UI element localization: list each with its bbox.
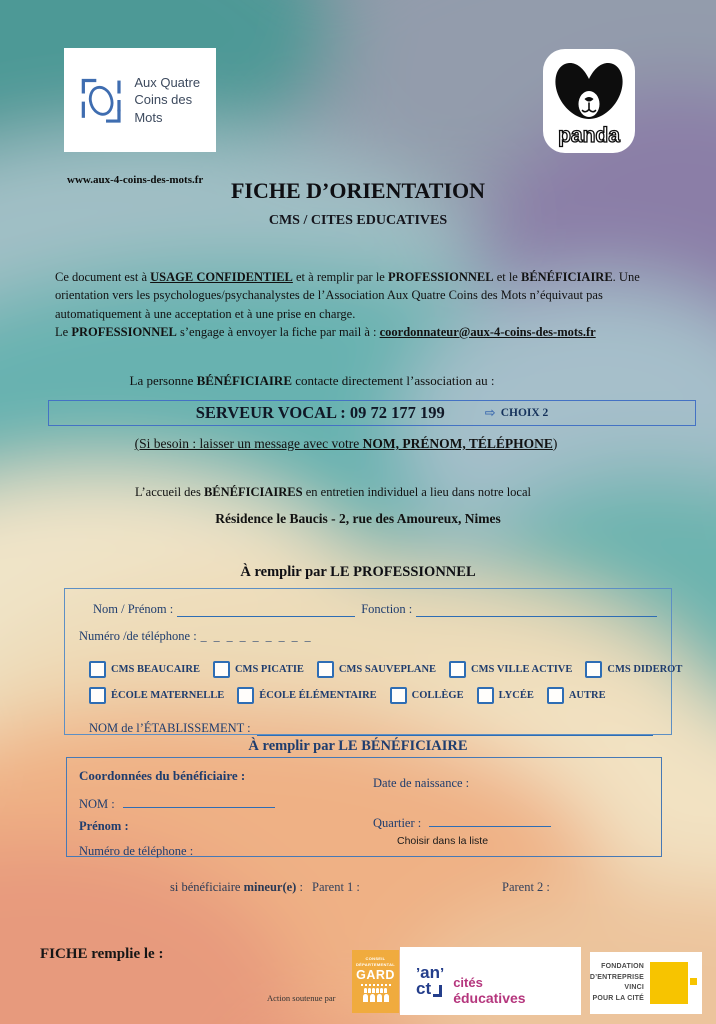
- etablissement-field[interactable]: [257, 722, 653, 736]
- quartier-field[interactable]: [429, 813, 551, 827]
- besoin-note: (Si besoin : laisser un message avec votre NOM, PRÉNOM, TÉLÉPHONE): [134, 436, 558, 451]
- page-title: FICHE D’ORIENTATION: [230, 178, 486, 203]
- vinci-text: FONDATION D’ENTREPRISE VINCI POUR LA CITÉ: [589, 963, 644, 1002]
- checkbox-box[interactable]: [317, 661, 334, 678]
- gard-wordmark: GARD: [356, 968, 395, 983]
- nom-beneficiaire-label: NOM :: [79, 797, 115, 811]
- parent1-label: Parent 1 :: [312, 880, 360, 894]
- cites-educatives-wordmark: cités éducatives: [453, 975, 526, 1006]
- checkbox-box[interactable]: [237, 687, 254, 704]
- parent2-label: Parent 2 :: [502, 880, 550, 894]
- checkbox-cms-sauveplane[interactable]: CMS SAUVEPLANE: [317, 661, 436, 678]
- mineur-line: [0, 880, 716, 900]
- logo-text-line1: Aux Quatre: [134, 74, 201, 90]
- vinci-fondation-logo: [590, 952, 702, 1014]
- anct-bracket-icon: [433, 985, 442, 997]
- choix-2-label: CHOIX 2: [500, 407, 549, 419]
- checkbox-box[interactable]: [449, 661, 466, 678]
- vinci-yellow-square-icon: [650, 962, 688, 1004]
- aqueduct-icon-lower: [363, 994, 389, 1002]
- checkbox-lycee[interactable]: LYCÉE: [477, 687, 534, 704]
- fiche-date-label: FICHE remplie le :: [40, 946, 164, 962]
- gard-dots: [361, 984, 391, 986]
- etablissement-label: NOM de l’ÉTABLISSEMENT :: [89, 721, 251, 735]
- telephone-pro-label: Numéro /de téléphone :: [79, 629, 197, 643]
- contact-line: La personne BÉNÉFICIAIRE contacte directement l’association au :: [129, 373, 495, 388]
- checkbox-box[interactable]: [477, 687, 494, 704]
- cms-checkbox-row: [65, 661, 683, 678]
- aux-quatre-coins-logo-icon: [72, 68, 130, 132]
- fonction-label: Fonction :: [361, 602, 413, 616]
- logo-text: [134, 74, 216, 127]
- nom-beneficiaire-field[interactable]: [123, 794, 275, 808]
- gard-logo: [352, 950, 399, 1013]
- quartier-dropdown-hint[interactable]: Choisir dans la liste: [397, 835, 489, 847]
- professional-section-heading: À remplir par LE PROFESSIONNEL: [240, 564, 476, 580]
- panda-wordmark: panda: [558, 124, 620, 147]
- aqueduct-icon: [364, 988, 387, 993]
- intro-line2: Le PROFESSIONNEL s’engage à envoyer la fiche par mail à :: [55, 324, 380, 339]
- checkbox-box[interactable]: [547, 687, 564, 704]
- vinci-nub-icon: [690, 978, 697, 985]
- choix-2: [485, 406, 549, 421]
- accueil-line: L’accueil des BÉNÉFICIAIRES en entretien individuel a lieu dans notre local: [135, 485, 531, 499]
- anct-icon: ’an’ ct: [416, 962, 445, 999]
- nom-prenom-field[interactable]: [177, 603, 355, 617]
- prenom-label: Prénom :: [79, 819, 129, 833]
- checkbox-college[interactable]: COLLÈGE: [390, 687, 464, 704]
- panda-logo: [543, 49, 635, 153]
- checkbox-cms-ville-active[interactable]: CMS VILLE ACTIVE: [449, 661, 572, 678]
- logo-text-line2: Coins des Mots: [134, 92, 193, 125]
- telephone-pro-field[interactable]: _ _ _ _ _ _ _ _ _: [200, 629, 313, 643]
- nom-prenom-label: Nom / Prénom :: [93, 602, 174, 616]
- date-naissance-label: Date de naissance :: [373, 776, 470, 790]
- gard-line2: DÉPARTEMENTAL: [355, 961, 396, 967]
- arrow-right-icon: ⇨: [484, 405, 496, 421]
- checkbox-cms-beaucaire[interactable]: CMS BEAUCAIRE: [89, 661, 200, 678]
- gard-line1: CONSEIL: [365, 956, 386, 961]
- mineur-label: si bénéficiaire mineur(e) :: [170, 880, 303, 894]
- website-link[interactable]: www.aux-4-coins-des-mots.fr: [67, 174, 204, 186]
- serveur-vocal-box: [48, 400, 696, 426]
- checkbox-box[interactable]: [89, 687, 106, 704]
- panda-icon: [543, 49, 635, 153]
- ecole-checkbox-row: [65, 687, 671, 704]
- address-line: Résidence le Baucis - 2, rue des Amoureux, Nimes: [215, 511, 501, 526]
- intro-line1: Ce document est à USAGE CONFIDENTIEL et à remplir par le PROFESSIONNEL et le BÉNÉFICIAIRE. Une orientation vers les psychologues/psychanalystes de l’Association Aux Quatre Coins des Mots n’équivaut pas automatiquement à une acceptation et à une prise en charge.: [55, 270, 640, 321]
- checkbox-autre[interactable]: AUTRE: [547, 687, 606, 704]
- fonction-field[interactable]: [416, 603, 657, 617]
- professional-form-box: [64, 588, 683, 735]
- checkbox-ecole-maternelle[interactable]: ÉCOLE MATERNELLE: [89, 687, 224, 704]
- action-soutenue-label: Action soutenue par: [267, 993, 336, 1003]
- anct-cites-educatives-logo: [400, 947, 581, 1015]
- checkbox-box[interactable]: [390, 687, 407, 704]
- checkbox-ecole-elementaire[interactable]: ÉCOLE ÉLÉMENTAIRE: [237, 687, 376, 704]
- quartier-label: Quartier :: [373, 816, 422, 830]
- email-link[interactable]: coordonnateur@aux-4-coins-des-mots.fr: [379, 324, 596, 339]
- page-subtitle: CMS / CITES EDUCATIVES: [268, 213, 448, 228]
- coordonnees-label: Coordonnées du bénéficiaire :: [79, 768, 246, 783]
- intro-paragraph: [55, 268, 670, 341]
- serveur-vocal-number: SERVEUR VOCAL : 09 72 177 199: [195, 403, 445, 422]
- checkbox-box[interactable]: [89, 661, 106, 678]
- checkbox-box[interactable]: [213, 661, 230, 678]
- beneficiary-form-box: [66, 757, 662, 857]
- telephone-beneficiaire-label: Numéro de téléphone :: [79, 844, 194, 858]
- beneficiary-section-heading: À remplir par LE BÉNÉFICIAIRE: [248, 738, 468, 754]
- checkbox-cms-diderot[interactable]: CMS DIDEROT: [585, 661, 682, 678]
- checkbox-cms-picatie[interactable]: CMS PICATIE: [213, 661, 304, 678]
- checkbox-box[interactable]: [585, 661, 602, 678]
- aux-quatre-coins-logo: [64, 48, 216, 152]
